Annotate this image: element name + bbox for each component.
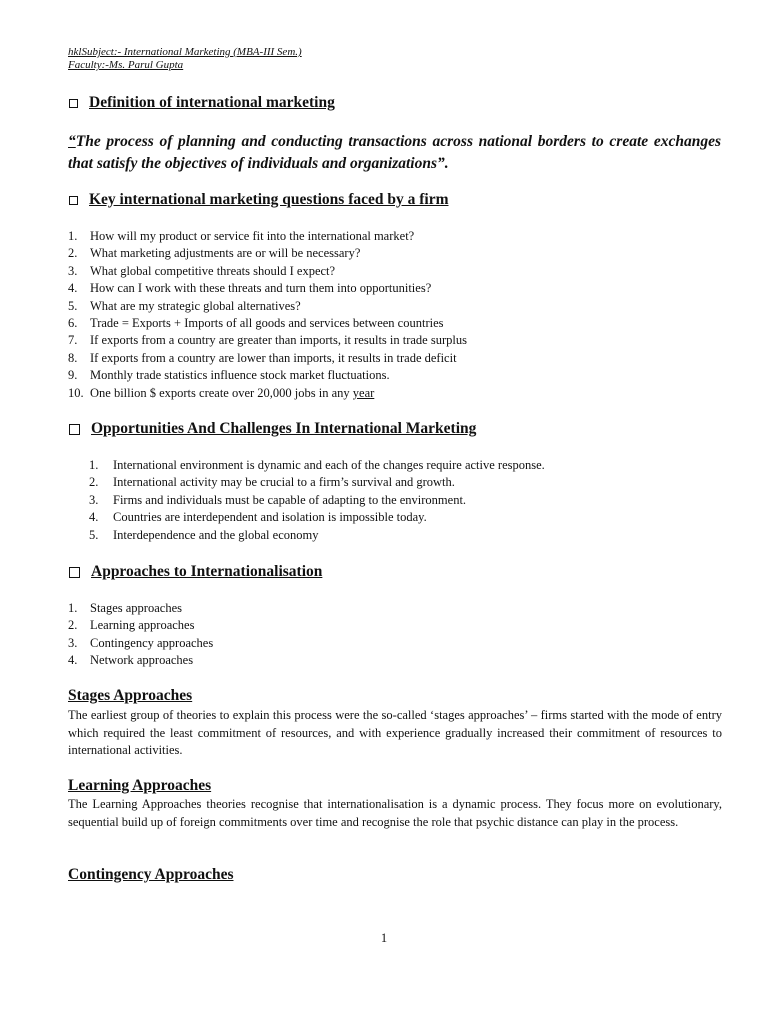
list-item-text: Monthly trade statistics influence stock market fluctuations. (90, 368, 390, 383)
list-item-text: Firms and individuals must be capable of adapting to the environment. (113, 492, 467, 507)
faculty-line: Faculty:-Ms. Parul Gupta (68, 59, 184, 71)
page-number: 1 (380, 931, 388, 945)
definition-body: The process of planning and conducting transactions across national borders to create exchanges that satisfy the objectives of individuals and organizations”. (68, 133, 721, 172)
opportunities-list (89, 457, 545, 544)
questions-heading: Key international marketing questions faced by a firm (68, 191, 449, 209)
list-item-number: 3. (68, 635, 78, 650)
list-item-number: 2. (68, 618, 78, 633)
document-header (68, 46, 302, 72)
definition-text (68, 131, 721, 175)
list-item-text: If exports from a country are lower than imports, it results in trade deficit (90, 350, 457, 365)
list-item (68, 367, 467, 384)
learning-heading: Learning Approaches (68, 777, 212, 794)
list-item-number: 3. (89, 492, 99, 507)
list-item-text: Learning approaches (90, 618, 195, 633)
list-item-text: International activity may be crucial to a firm’s survival and growth. (113, 475, 455, 490)
list-item-text: One billion $ exports create over 20,000 jobs in any (90, 385, 353, 400)
list-item (68, 263, 467, 280)
list-item (68, 385, 467, 402)
approaches-heading: Approaches to Internationalisation (68, 563, 322, 581)
learning-paragraph: The Learning Approaches theories recognise that internationalisation is a dynamic process. They focus more on evolutionary, sequential build up of foreign commitments over time and recognise the role that psychic distance can play in the process. (68, 797, 722, 829)
checkbox-bullet-icon (69, 99, 78, 108)
list-item (68, 600, 213, 617)
list-item (89, 509, 545, 526)
list-item (68, 228, 467, 245)
subject-line: hklSubject:- International Marketing (MBA-III Sem.) (68, 46, 302, 58)
list-item-text: Interdependence and the global economy (113, 527, 319, 542)
list-item-number: 9. (68, 368, 78, 383)
checkbox-bullet-icon (69, 196, 78, 205)
opportunities-heading: Opportunities And Challenges In International Marketing (68, 420, 476, 438)
approaches-list (68, 600, 213, 670)
list-item-number: 5. (68, 298, 78, 313)
list-item-number: 10. (68, 385, 84, 400)
checkbox-bullet-icon (69, 424, 80, 435)
list-item-text: How can I work with these threats and turn them into opportunities? (90, 281, 432, 296)
list-item (68, 617, 213, 634)
list-item-number: 8. (68, 350, 78, 365)
list-item-number: 4. (68, 281, 78, 296)
list-item-number: 4. (89, 510, 99, 525)
list-item-text: What global competitive threats should I expect? (90, 263, 336, 278)
list-item-text: What marketing adjustments are or will be necessary? (90, 246, 361, 261)
stages-paragraph: The earliest group of theories to explain this process were the so-called ‘stages approaches’ – firms started with the mode of entry which required the least commitment of resources, and with experience gradually increased their commitment of resources to international activities. (68, 708, 722, 758)
list-item-text: What are my strategic global alternatives? (90, 298, 301, 313)
list-item-number: 1. (68, 229, 78, 243)
list-item-number: 5. (89, 527, 99, 542)
list-item (68, 315, 467, 332)
definition-open-quote: “ (68, 133, 76, 150)
list-item-number: 2. (68, 246, 78, 261)
list-item (68, 280, 467, 297)
list-item-text: Countries are interdependent and isolation is impossible today. (113, 510, 427, 525)
list-item-text: International environment is dynamic and each of the changes require active response. (113, 458, 545, 472)
list-item (68, 652, 213, 669)
list-item-number: 1. (68, 601, 78, 615)
definition-heading: Definition of international marketing (68, 94, 335, 112)
contingency-heading: Contingency Approaches (68, 866, 234, 883)
questions-list (68, 228, 467, 402)
list-item-text: Network approaches (90, 653, 194, 668)
list-item-number: 3. (68, 263, 78, 278)
list-item (68, 350, 467, 367)
list-item-number: 1. (89, 458, 99, 472)
list-item-number: 7. (68, 333, 78, 348)
list-item (89, 527, 545, 544)
list-item (89, 492, 545, 509)
list-item-text: Contingency approaches (90, 635, 214, 650)
list-item (89, 457, 545, 474)
list-item-text: If exports from a country are greater than imports, it results in trade surplus (90, 333, 467, 348)
year-link[interactable]: year (352, 385, 375, 400)
list-item-text: Stages approaches (90, 601, 182, 615)
list-item-text: How will my product or service fit into the international market? (90, 229, 415, 243)
list-item-number: 2. (89, 475, 99, 490)
list-item (68, 245, 467, 262)
list-item-number: 4. (68, 653, 78, 668)
list-item (68, 332, 467, 349)
checkbox-bullet-icon (69, 567, 80, 578)
list-item (68, 298, 467, 315)
list-item-text: Trade = Exports + Imports of all goods and services between countries (90, 316, 444, 331)
list-item (89, 474, 545, 491)
stages-heading: Stages Approaches (68, 687, 193, 704)
list-item (68, 635, 213, 652)
list-item-number: 6. (68, 316, 78, 331)
